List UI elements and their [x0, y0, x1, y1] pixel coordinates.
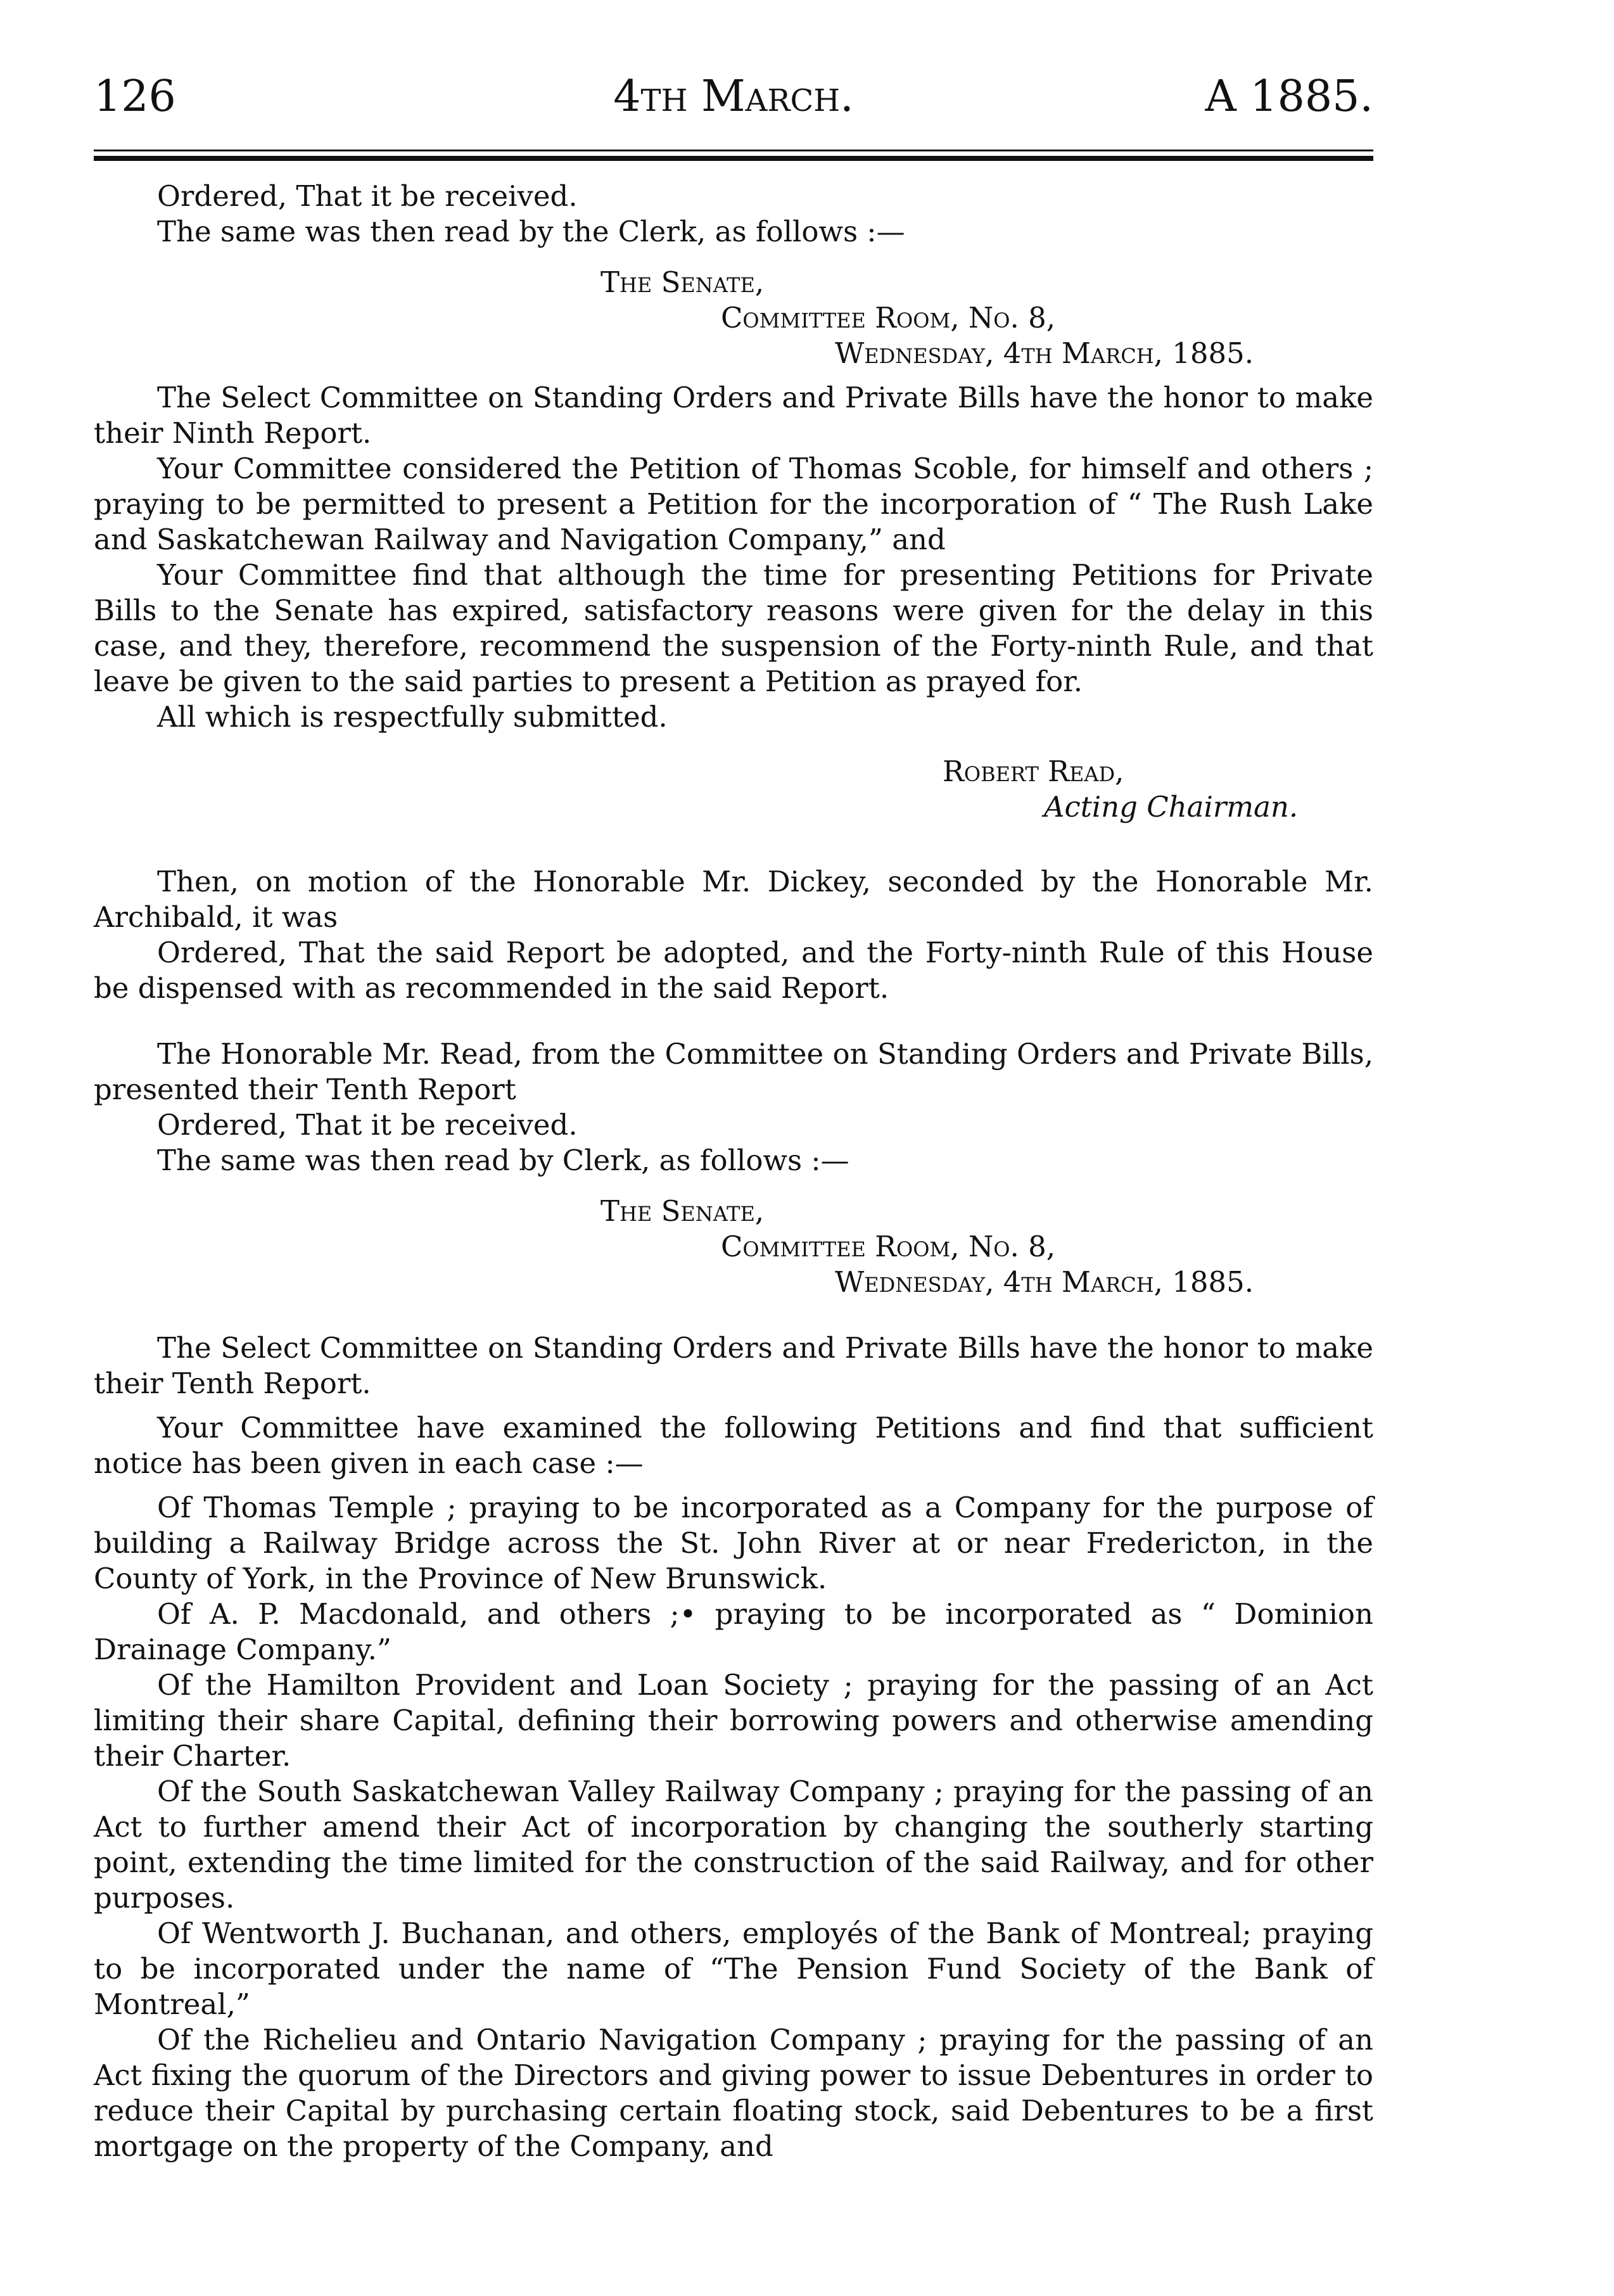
paragraph: Ordered, That the said Report be adopted, and the Forty-ninth Rule of this House be dispensed with as recommended in the said Report. — [94, 936, 1373, 1005]
paragraph: The Select Committee on Standing Orders and Private Bills have the honor to make their Tenth Report. — [94, 1331, 1373, 1400]
header-rule-thin — [94, 150, 1373, 151]
paragraph: The same was then read by the Clerk, as follows :— — [157, 215, 905, 248]
paragraph: Your Committee have examined the following Petitions and find that sufficient notice has been given in each case :— — [94, 1411, 1373, 1480]
paragraph: Your Committee find that although the time for presenting Petitions for Private Bills to the Senate has expired, satisfactory reasons were given for the delay in this case, and they, therefore, recommend the suspension of the Forty-ninth Rule, and that leave be given to the said parties to present a Petition as prayed for. — [94, 558, 1373, 698]
paragraph: The same was then read by Clerk, as follows :— — [157, 1144, 849, 1177]
paragraph: Of Thomas Temple ; praying to be incorporated as a Company for the purpose of building a Railway Bridge across the St. John River at or near Fredericton, in the County of York, in the Province of New Brunswick. — [94, 1491, 1373, 1595]
address-senate: The Senate, — [600, 265, 765, 299]
paragraph: Of the South Saskatchewan Valley Railway Company ; praying for the passing of an Act to further amend their Act of incorporation by changing the southerly starting point, extending the time limited for the construction of the said Railway, and for other purposes. — [94, 1775, 1373, 1915]
address-date: Wednesday, 4th March, 1885. — [835, 336, 1254, 370]
paragraph: Of Wentworth J. Buchanan, and others, employés of the Bank of Montreal; praying to be incorporated under the name of “The Pension Fund Society of the Bank of Montreal,” — [94, 1917, 1373, 2021]
paragraph: All which is respectfully submitted. — [157, 700, 668, 734]
address-room: Committee Room, No. 8, — [721, 1230, 1056, 1263]
page-number: 126 — [94, 72, 176, 122]
header-rule-thick — [94, 156, 1373, 161]
paragraph: The Honorable Mr. Read, from the Committee on Standing Orders and Private Bills, presented their Tenth Report — [94, 1037, 1373, 1106]
signature-title: Acting Chairman. — [1044, 790, 1299, 824]
paragraph: Your Committee considered the Petition of Thomas Scoble, for himself and others ; praying to be permitted to present a Petition for the incorporation of “ The Rush Lake and Saskatchewan Railway and Navigation Company,” and — [94, 452, 1373, 556]
header-date: 4th March. — [613, 72, 854, 122]
page-body — [94, 179, 1373, 2164]
paragraph: Of the Hamilton Provident and Loan Society ; praying for the passing of an Act limiting their share Capital, defining their borrowing powers and otherwise amending their Charter. — [94, 1668, 1373, 1773]
paragraph: Of the Richelieu and Ontario Navigation Company ; praying for the passing of an Act fixing the quorum of the Directors and giving power to issue Debentures in order to reduce their Capital by purchasing certain floating stock, said Debentures to be a first mortgage on the property of the Company, and — [94, 2023, 1373, 2163]
paragraph: Then, on motion of the Honorable Mr. Dickey, seconded by the Honorable Mr. Archibald, it was — [94, 865, 1373, 934]
address-date: Wednesday, 4th March, 1885. — [835, 1265, 1254, 1299]
page-header — [94, 68, 1373, 125]
header-year: A 1885. — [1205, 72, 1373, 122]
address-senate: The Senate, — [600, 1194, 765, 1228]
paragraph: The Select Committee on Standing Orders and Private Bills have the honor to make their Ninth Report. — [94, 381, 1373, 450]
paragraph: Ordered, That it be received. — [157, 1108, 578, 1142]
signature-name: Robert Read, — [943, 755, 1124, 788]
address-room: Committee Room, No. 8, — [721, 301, 1056, 335]
paragraph: Of A. P. Macdonald, and others ;• praying to be incorporated as “ Dominion Drainage Company.” — [94, 1597, 1373, 1666]
paragraph: Ordered, That it be received. — [157, 179, 578, 213]
